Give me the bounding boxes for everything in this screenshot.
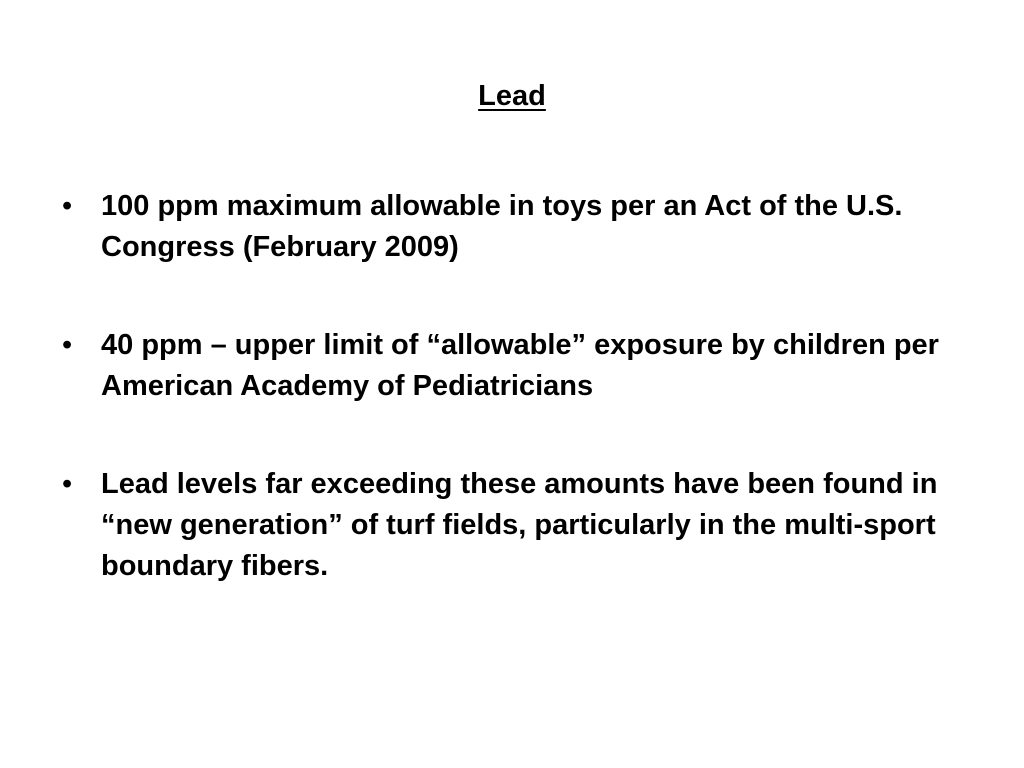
bullet-text: 40 ppm – upper limit of “allowable” exposure by children per American Academy of Pediatricians	[101, 329, 939, 402]
bullet-item	[62, 186, 962, 268]
slide-title: Lead	[478, 80, 546, 112]
bullet-dot-icon: •	[62, 329, 73, 361]
bullet-text: Lead levels far exceeding these amounts have been found in “new generation” of turf fields, particularly in the multi-sport boundary fibers.	[101, 468, 938, 582]
bullet-item	[62, 325, 962, 407]
bullet-item	[62, 464, 962, 587]
bullet-text: 100 ppm maximum allowable in toys per an Act of the U.S. Congress (February 2009)	[101, 190, 903, 263]
bullet-dot-icon: •	[62, 468, 73, 500]
bullet-dot-icon: •	[62, 190, 73, 222]
bullet-list	[62, 186, 962, 587]
